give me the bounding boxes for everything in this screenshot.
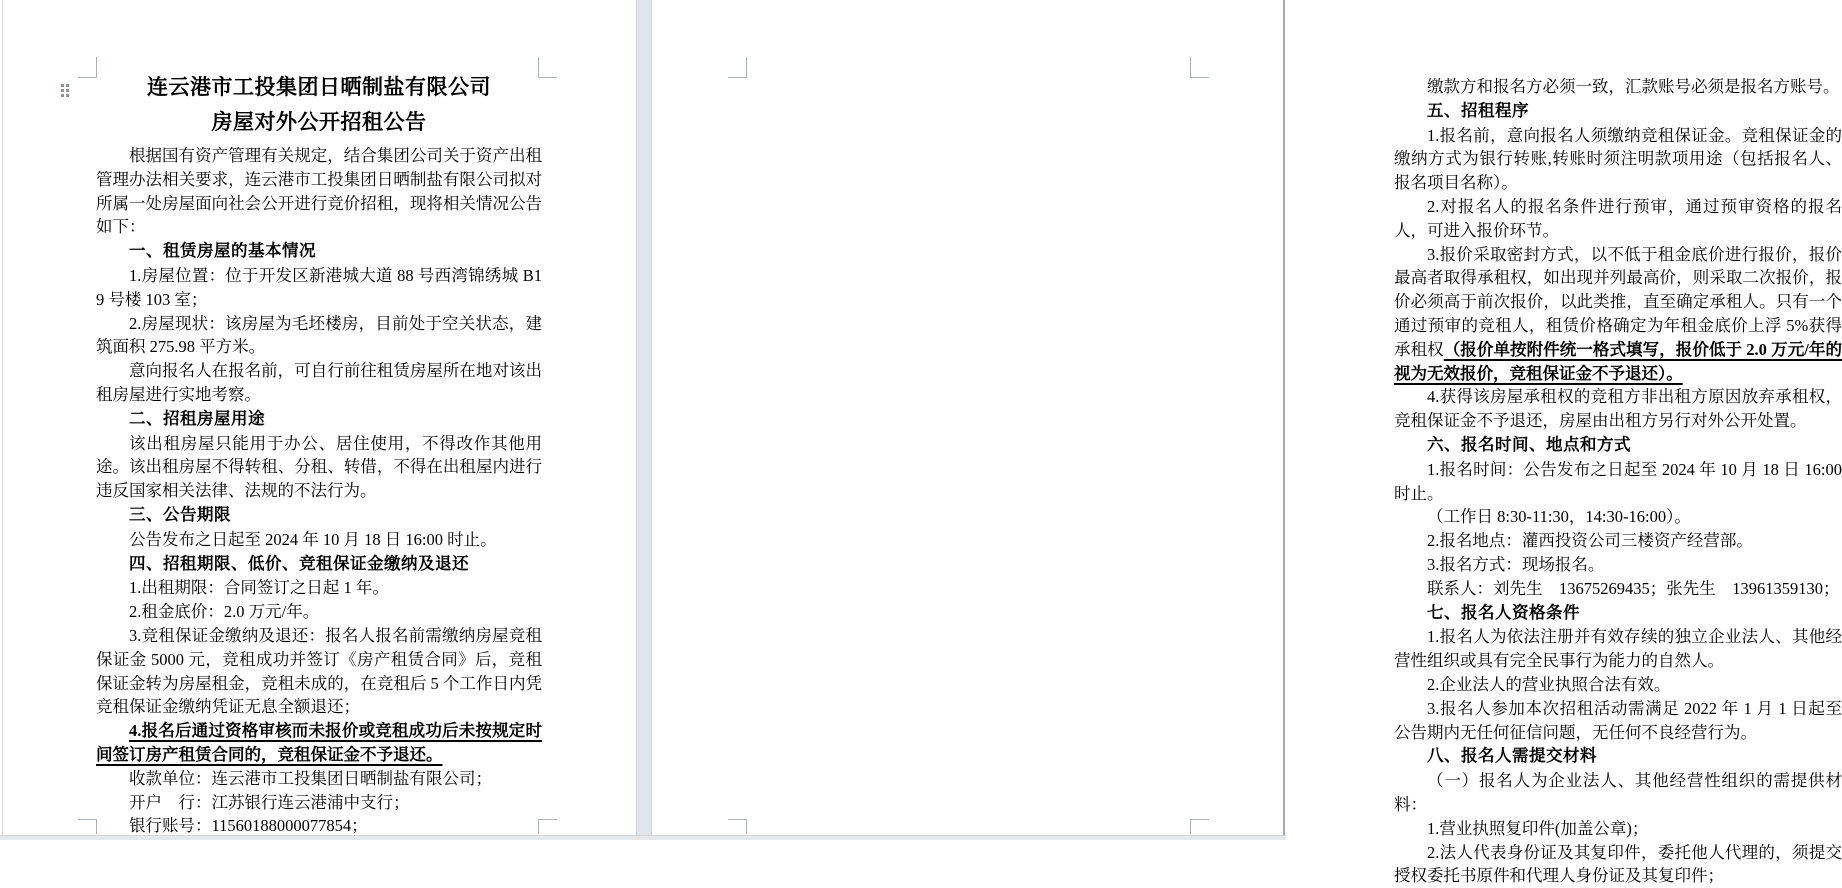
paragraph[interactable]: [1394, 458, 1842, 506]
document-title-line-1: 连云港市工投集团日晒制盐有限公司: [96, 70, 542, 105]
crop-mark-top-right: [1190, 57, 1209, 78]
paragraph[interactable]: [96, 624, 542, 719]
text-run: 四、招租期限、低价、竞租保证金缴纳及退还: [129, 555, 469, 573]
document-title-line-2: 房屋对外公开招租公告: [96, 105, 542, 140]
text-run: 2.企业法人的营业执照合法有效。: [1427, 675, 1670, 694]
page-gap: [636, 0, 652, 835]
section-heading[interactable]: [1394, 601, 1842, 626]
section-heading[interactable]: [1394, 433, 1842, 458]
paragraph[interactable]: [1394, 195, 1842, 243]
paragraph[interactable]: [1394, 673, 1842, 697]
text-run: 1.报名前，意向报名人须缴纳竞租保证金。竞租保证金的缴纳方式为银行转账,转账时须注明款项用途（包括报名人、报名项目名称）。: [1394, 126, 1842, 193]
text-run: 八、报名人需提交材料: [1427, 747, 1597, 765]
section-heading[interactable]: [1394, 99, 1842, 124]
crop-mark-bottom-left: [78, 819, 97, 834]
paragraph[interactable]: [1394, 769, 1842, 817]
text-run: 一、租赁房屋的基本情况: [129, 242, 316, 260]
text-run: 2.对报名人的报名条件进行预审，通过预审资格的报名人，可进入报价环节。: [1394, 197, 1842, 240]
text-run: 银行账号：11560188000077854；: [129, 816, 368, 835]
text-run: 1.出租期限：合同签订之日起 1 年。: [129, 578, 389, 597]
text-run: 六、报名时间、地点和方式: [1427, 436, 1631, 454]
text-run: 该出租房屋只能用于办公、居住使用，不得改作其他用途。该出租房屋不得转租、分租、转借，不得在出租屋内进行违反国家相关法律、法规的不法行为。: [96, 434, 542, 501]
section-heading[interactable]: [96, 503, 542, 528]
text-run: 4.报名后通过资格审核而未报价或竞租成功后未按规定时间签订房产租赁合同的，竞租保证金不予退还。: [96, 721, 542, 764]
paragraph[interactable]: [1394, 577, 1842, 601]
text-run: 2.报名地点：灌西投资公司三楼资产经营部。: [1427, 531, 1753, 550]
paragraph[interactable]: [1394, 625, 1842, 673]
paragraph[interactable]: [96, 359, 542, 407]
text-run: 2.房屋现状：该房屋为毛坯楼房，目前处于空关状态，建筑面积 275.98 平方米。: [96, 314, 542, 357]
text-run: 2.法人代表身份证及其复印件，委托他人代理的，须提交授权委托书原件和代理人身份证及其复印件；: [1394, 843, 1842, 886]
paragraph[interactable]: [1394, 841, 1842, 888]
text-run: （一）报名人为企业法人、其他经营性组织的需提供材料：: [1394, 771, 1842, 814]
crop-mark-top-left: [728, 57, 747, 78]
text-run: 意向报名人在报名前，可自行前往租赁房屋所在地对该出租房屋进行实地考察。: [96, 361, 542, 404]
text-run: 联系人：刘先生 13675269435；张先生 13961359130；: [1427, 579, 1840, 598]
text-run: 根据国有资产管理有关规定，结合集团公司关于资产出租管理办法相关要求，连云港市工投集团日晒制盐有限公司拟对所属一处房屋面向社会公开进行竞价招租，现将相关情况公告如下：: [96, 146, 542, 236]
paragraph[interactable]: [96, 767, 542, 791]
paragraph[interactable]: [96, 528, 542, 552]
text-run: 七、报名人资格条件: [1427, 604, 1580, 622]
paragraph[interactable]: [96, 432, 542, 503]
paragraph[interactable]: [1394, 505, 1842, 529]
text-run: 1.报名时间：公告发布之日起至 2024 年 10 月 18 日 16:00 时止。: [1394, 460, 1842, 503]
paragraph[interactable]: [96, 576, 542, 600]
paragraph[interactable]: [96, 312, 542, 360]
text-run: （工作日 8:30-11:30，14:30-16:00）。: [1427, 507, 1691, 526]
section-heading[interactable]: [1394, 744, 1842, 769]
text-run: 缴款方和报名方必须一致，汇款账号必须是报名方账号。: [1427, 77, 1840, 96]
text-run: 1.报名人为依法注册并有效存续的独立企业法人、其他经营性组织或具有完全民事行为能力的自然人。: [1394, 627, 1842, 670]
paragraph[interactable]: [1394, 697, 1842, 745]
section-heading[interactable]: [96, 407, 542, 432]
text-run: 二、招租房屋用途: [129, 410, 265, 428]
text-run: 1.营业执照复印件(加盖公章)；: [1427, 819, 1648, 838]
crop-mark-top-left: [78, 57, 97, 78]
paragraph[interactable]: [1394, 385, 1842, 433]
text-run: 公告发布之日起至 2024 年 10 月 18 日 16:00 时止。: [129, 530, 497, 549]
right-window-edge: [1283, 0, 1285, 839]
paragraph[interactable]: [1394, 243, 1842, 386]
paragraph[interactable]: [96, 600, 542, 624]
text-run: 1.房屋位置：位于开发区新港城大道 88 号西湾锦绣城 B19 号楼 103 室；: [96, 266, 542, 309]
text-run: 3.报名人参加本次招租活动需满足 2022 年 1 月 1 日起至公告期内无任何征信问题，无任何不良经营行为。: [1394, 699, 1842, 742]
text-run: 4.获得该房屋承租权的竞租方非出租方原因放弃承租权，竞租保证金不予退还，房屋由出租方另行对外公开处置。: [1394, 387, 1842, 430]
page-2-paragraphs: [1394, 75, 1842, 888]
text-run: 收款单位：连云港市工投集团日晒制盐有限公司；: [129, 769, 492, 788]
text-run: 3.报价采取密封方式，以不低于租金底价进行报价，报价最高者取得承租权，如出现并列最高价，则采取二次报价，报价必须高于前次报价，以此类推，直至确定承租人。只有一个通过预审的竞租人，租赁价格确定为年租金底价上浮 5%获得承租权: [1394, 245, 1842, 359]
paragraph[interactable]: [1394, 75, 1842, 99]
paragraph[interactable]: [1394, 817, 1842, 841]
paragraph-drag-handle-icon[interactable]: [61, 84, 72, 99]
left-window-edge: [2, 0, 3, 835]
section-heading[interactable]: [96, 239, 542, 264]
page-1: [3, 0, 636, 835]
page-1-content[interactable]: [96, 70, 542, 838]
paragraph[interactable]: [1394, 124, 1842, 195]
page-1-paragraphs: [96, 144, 542, 838]
page-2: [651, 0, 1283, 835]
paragraph[interactable]: [96, 719, 542, 767]
text-run: 2.租金底价：2.0 万元/年。: [129, 602, 319, 621]
text-run: 五、招租程序: [1427, 102, 1529, 120]
crop-mark-bottom-left: [728, 819, 747, 834]
paragraph[interactable]: [96, 144, 542, 239]
page-2-content[interactable]: [1394, 75, 1842, 888]
paragraph[interactable]: [1394, 553, 1842, 577]
bottom-scroll-strip[interactable]: [0, 835, 1286, 840]
text-run: 3.报名方式：现场报名。: [1427, 555, 1604, 574]
paragraph[interactable]: [1394, 529, 1842, 553]
text-run: （报价单按附件统一格式填写，报价低于 2.0 万元/年的视为无效报价，竞租保证金不予退还）。: [1394, 340, 1842, 383]
text-run: 三、公告期限: [129, 506, 231, 524]
text-run: 3.竞租保证金缴纳及退还：报名人报名前需缴纳房屋竞租保证金 5000 元，竞租成功并签订《房产租赁合同》后，竞租保证金转为房屋租金，竞租未成的，在竞租后 5 个工作日内凭竞租保证金缴纳凭证无息全额退还；: [96, 626, 542, 716]
crop-mark-bottom-right: [1190, 819, 1209, 834]
text-run: 开户 行：江苏银行连云港浦中支行；: [129, 793, 410, 812]
paragraph[interactable]: [96, 264, 542, 312]
paragraph[interactable]: [96, 791, 542, 815]
section-heading[interactable]: [96, 552, 542, 577]
